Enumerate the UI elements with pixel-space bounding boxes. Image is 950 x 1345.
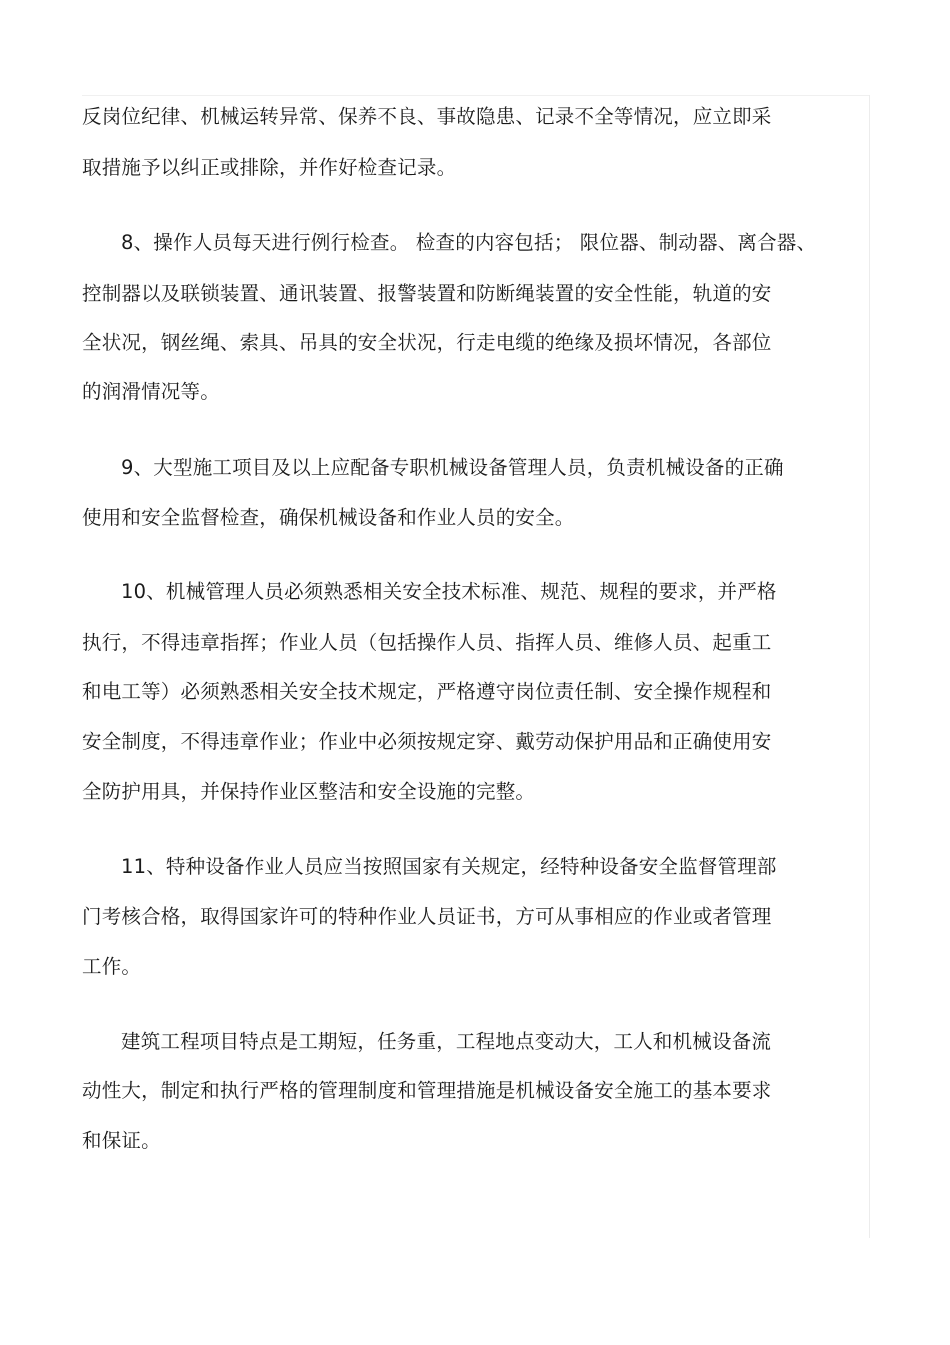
text-line: 动性大，制定和执行严格的管理制度和管理措施是机械设备安全施工的基本要求 (82, 1079, 772, 1102)
text-line: 的润滑情况等。 (82, 380, 220, 403)
text-line: 和电工等）必须熟悉相关安全技术规定，严格遵守岗位责任制、安全操作规程和 (82, 680, 772, 703)
paragraph-first-line: 11、特种设备作业人员应当按照国家有关规定，经特种设备安全监督管理部 (121, 855, 777, 878)
text-line: 全防护用具，并保持作业区整洁和安全设施的完整。 (82, 780, 536, 803)
paragraph-first-line: 8、操作人员每天进行例行检查。 检查的内容包括； 限位器、制动器、离合器、 (121, 231, 817, 254)
paragraph-first-line: 9、大型施工项目及以上应配备专职机械设备管理人员，负责机械设备的正确 (121, 456, 784, 479)
paragraph-first-line: 10、机械管理人员必须熟悉相关安全技术标准、规范、规程的要求，并严格 (121, 580, 777, 603)
paragraph-first-line: 建筑工程项目特点是工期短，任务重，工程地点变动大，工人和机械设备流 (121, 1030, 772, 1053)
text-line: 执行，不得违章指挥；作业人员（包括操作人员、指挥人员、维修人员、起重工 (82, 631, 772, 654)
text-line: 门考核合格，取得国家许可的特种作业人员证书，方可从事相应的作业或者管理 (82, 905, 772, 928)
page-right-border (869, 95, 870, 1238)
page-top-border (82, 95, 870, 96)
text-line: 工作。 (82, 955, 142, 978)
text-line: 安全制度，不得违章作业；作业中必须按规定穿、戴劳动保护用品和正确使用安 (82, 730, 772, 753)
text-line: 和保证。 (82, 1129, 161, 1152)
text-line: 取措施予以纠正或排除，并作好检查记录。 (82, 156, 457, 179)
text-line: 反岗位纪律、机械运转异常、保养不良、事故隐患、记录不全等情况，应立即采 (82, 105, 772, 128)
text-line: 控制器以及联锁装置、通讯装置、报警装置和防断绳装置的安全性能，轨道的安 (82, 282, 772, 305)
text-line: 全状况，钢丝绳、索具、吊具的安全状况，行走电缆的绝缘及损坏情况，各部位 (82, 331, 772, 354)
text-line: 使用和安全监督检查，确保机械设备和作业人员的安全。 (82, 506, 575, 529)
